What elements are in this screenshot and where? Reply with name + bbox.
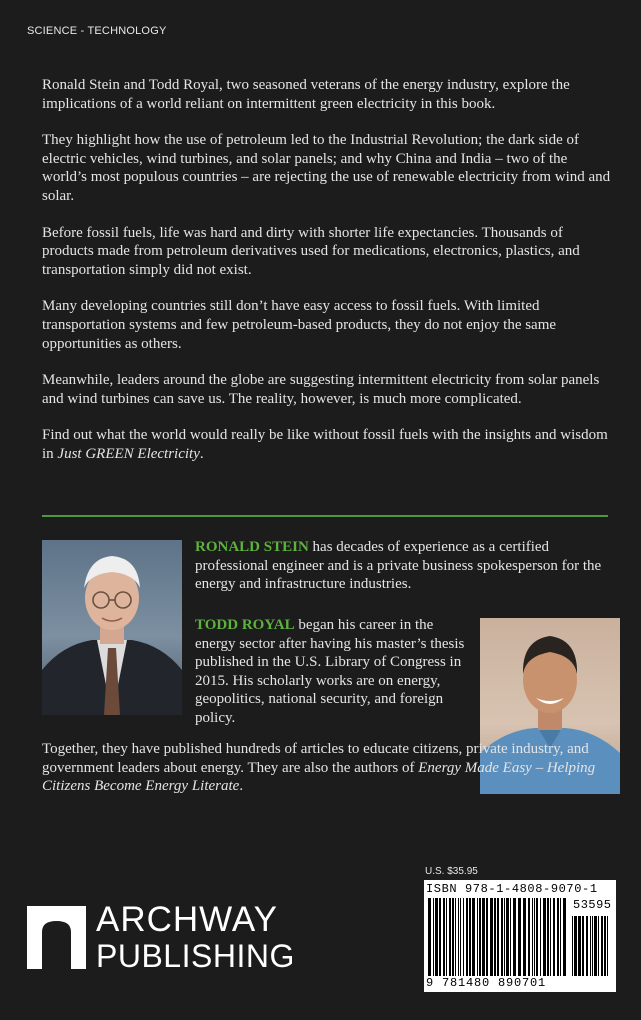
author-name: RONALD STEIN — [195, 539, 309, 555]
blurb-paragraph: Meanwhile, leaders around the globe are suggesting intermittent electricity from solar panels and wind turbines can save us. The reality, however, is much more complicated. — [42, 372, 600, 407]
category-label: SCIENCE - TECHNOLOGY — [27, 25, 167, 37]
ronald-stein-bio — [195, 538, 615, 594]
barcode-bars-icon — [428, 898, 568, 976]
isbn-barcode — [424, 880, 616, 992]
publisher-line1: ARCHWAY — [96, 900, 278, 939]
together-text: Together, they have published hundreds of articles to educate citizens, private industry, and government leaders about energy. They are also the authors of — [42, 741, 589, 776]
blurb-text: Find out what the world would really be like without fossil fuels with the insights and wisdom in — [42, 427, 608, 462]
together-text: . — [239, 778, 244, 795]
blurb-paragraph: Many developing countries still don’t have easy access to fossil fuels. With limited transportation systems and few petroleum-based products, they do not enjoy the same opportunities as others. — [42, 298, 557, 352]
isbn-text: ISBN 978-1-4808-9070-1 — [426, 882, 598, 896]
author-bio-text: has decades of experience as a certified professional engineer and is a private business spokesperson for the energy and infrastructure industries. — [195, 539, 602, 593]
archway-logo-icon — [27, 906, 86, 969]
todd-royal-bio — [195, 616, 473, 728]
authors-together — [42, 740, 612, 796]
barcode-addon-bars-icon — [572, 916, 612, 976]
publisher-logo-text — [96, 902, 295, 974]
author-name: TODD ROYAL — [195, 617, 295, 633]
isbn-addon-code: 53595 — [573, 898, 612, 912]
other-book-title: Energy Made Easy – Helping Citizens Become Energy Literate — [42, 759, 596, 795]
publisher-line2: PUBLISHING — [96, 938, 295, 974]
price-label: U.S. $35.95 — [425, 866, 478, 877]
blurb-paragraph: Ronald Stein and Todd Royal, two seasoned veterans of the energy industry, explore the implications of a world reliant on intermittent green electricity in this book. — [42, 77, 570, 112]
ronald-stein-photo — [42, 540, 182, 715]
isbn-number: 9 781480 890701 — [426, 976, 547, 990]
author-bio-text: began his career in the energy sector after having his master’s thesis published in the U.S. Library of Congress in 2015. His scholarly works are on energy, geopolitics, national security, and foreign policy. — [195, 617, 465, 726]
section-divider — [42, 515, 608, 517]
blurb-text: . — [199, 445, 204, 462]
blurb — [42, 76, 612, 482]
book-title: Just GREEN Electricity — [57, 445, 200, 462]
blurb-paragraph: Before fossil fuels, life was hard and dirty with shorter life expectancies. Thousands of products made from petroleum derivatives used for medications, electronics, plastics, and transportation simply did not exist. — [42, 224, 580, 278]
blurb-paragraph-final — [42, 426, 612, 463]
blurb-paragraph: They highlight how the use of petroleum led to the Industrial Revolution; the dark side of electric vehicles, wind turbines, and solar panels; and why China and India – two of the world’s most populous countries – are rejecting the use of renewable electricity from wind and solar. — [42, 132, 611, 204]
